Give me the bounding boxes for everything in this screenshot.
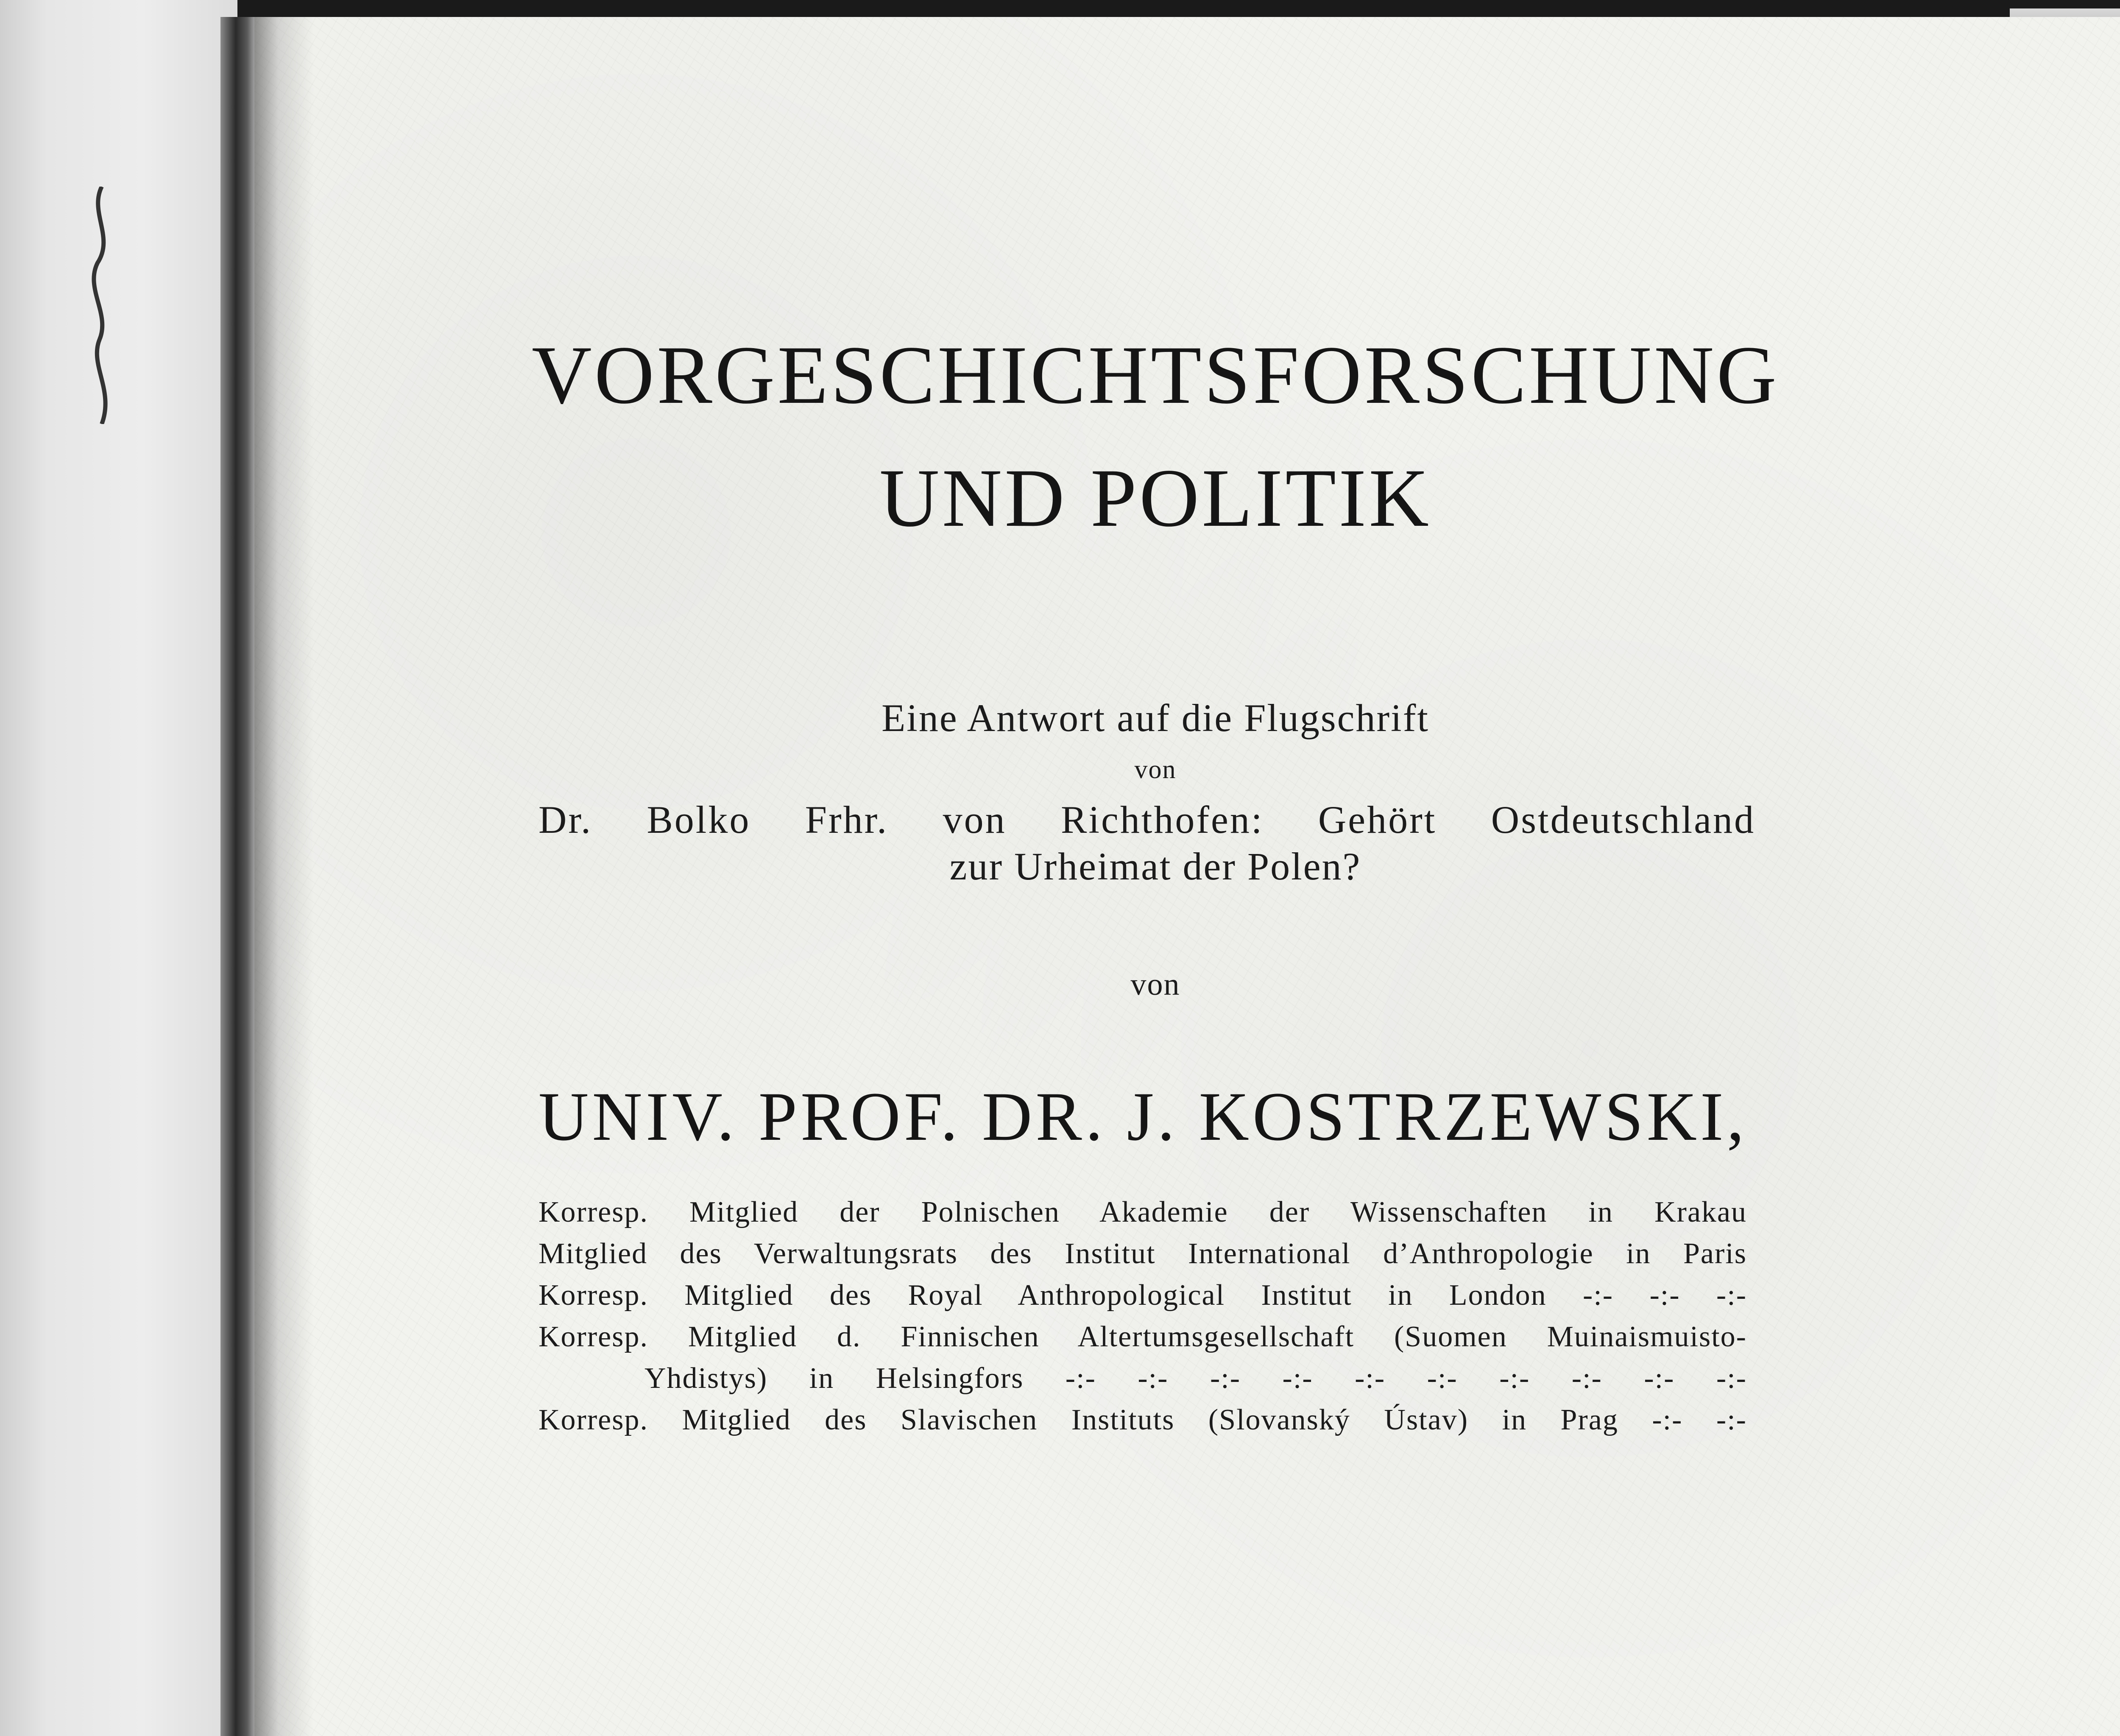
author-name: UNIV. PROF. DR. J. KOSTRZEWSKI, <box>538 1078 1748 1155</box>
title-line-2: UND POLITIK <box>879 452 1431 544</box>
credential-line: Mitglied des Verwaltungsrats des Institut International d’Anthropologie in Paris <box>538 1237 1747 1270</box>
author-credentials <box>538 1192 1747 1441</box>
credential-line: Korresp. Mitglied des Royal Anthropological Institut in London -:- -:- -:- <box>538 1279 1747 1312</box>
tear-mark-icon <box>85 187 119 424</box>
subtitle-line-2: Dr. Bolko Frhr. von Richthofen: Gehört Ostdeutschland <box>538 798 1755 841</box>
credential-line: Korresp. Mitglied der Polnischen Akademie der Wissenschaften in Krakau <box>538 1196 1747 1228</box>
subtitle-line-3: zur Urheimat der Polen? <box>949 845 1361 888</box>
document-title <box>424 314 1887 560</box>
subtitle-line-1: Eine Antwort auf die Flugschrift <box>881 696 1429 740</box>
title-line-1: VORGESCHICHTSFORSCHUNG <box>532 329 1779 421</box>
page-gutter-shadow <box>254 17 314 1736</box>
subtitle-von: von <box>1134 755 1177 784</box>
top-dark-band <box>0 0 2120 17</box>
left-background <box>0 0 237 1736</box>
credential-line: Yhdistys) in Helsingfors -:- -:- -:- -:- -:- -:- -:- -:- -:- -:- <box>644 1362 1747 1395</box>
credential-line: Korresp. Mitglied des Slavischen Instituts (Slovanský Ústav) in Prag -:- -:- <box>538 1404 1747 1436</box>
credential-line: Korresp. Mitglied d. Finnischen Altertumsgesellschaft (Suomen Muinaismuisto- <box>538 1320 1747 1353</box>
book-spine-edge <box>220 17 259 1736</box>
author-von: von <box>1130 967 1180 1002</box>
